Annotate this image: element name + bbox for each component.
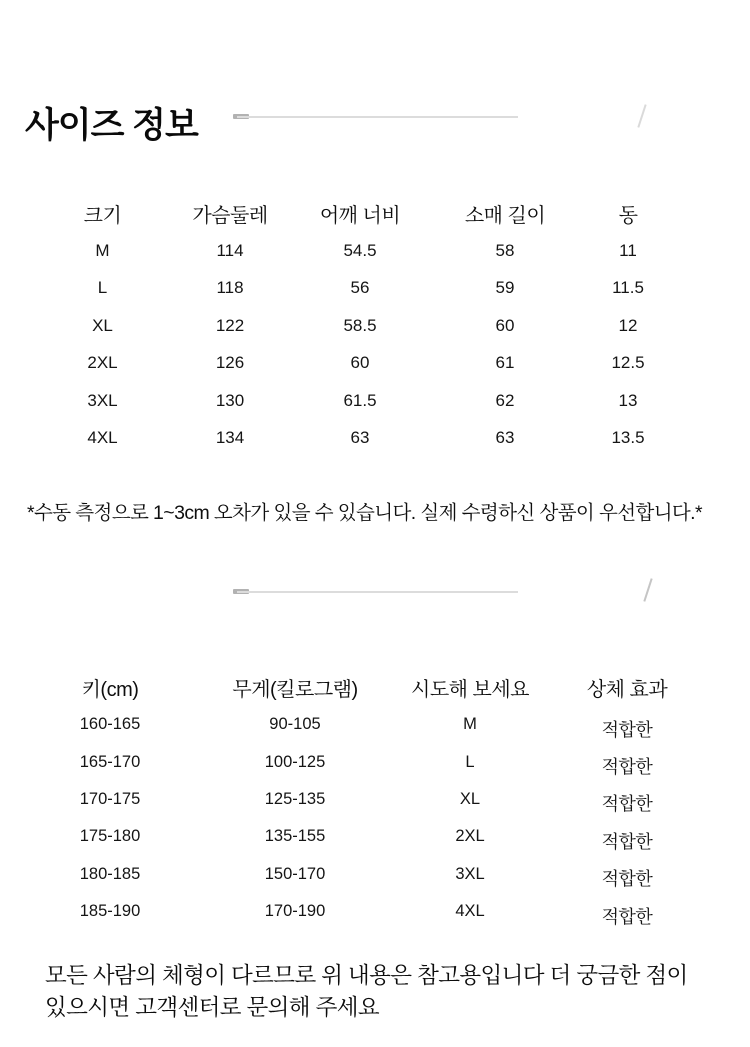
table-row — [40, 893, 724, 930]
cell-height: 185-190 — [79, 902, 141, 921]
effect-label: 적합한 — [601, 869, 653, 890]
measurement-disclaimer: *수동 측정으로 1~3cm 오차가 있을 수 있습니다. 실제 수령하신 상품이 우선합니다.* — [27, 502, 702, 524]
table-row — [40, 382, 671, 420]
table-row — [40, 270, 671, 308]
fit-table — [40, 668, 724, 930]
cell-sleeve: 60 — [495, 315, 515, 335]
cell-height: 170-175 — [79, 789, 141, 808]
fit-table-header-weight: 무게(킬로그램) — [232, 678, 358, 701]
cell-weight: 90-105 — [269, 715, 321, 734]
size-table-header-shoulder: 어깨 너비 — [319, 204, 401, 227]
cell-height: 165-170 — [79, 752, 141, 771]
cell-sleeve: 62 — [495, 390, 515, 410]
cell-dong: 12.5 — [611, 353, 645, 373]
cell-chest: 114 — [216, 240, 244, 260]
cell-effect — [530, 781, 724, 818]
cell-height: 160-165 — [79, 715, 141, 734]
cell-try-size: 4XL — [455, 902, 485, 921]
cell-dong: 12 — [618, 315, 638, 335]
fit-table-header-try: 시도해 보세요 — [411, 678, 529, 701]
cell-try-size: 3XL — [455, 864, 485, 883]
cell-effect — [530, 856, 724, 893]
body-type-disclaimer — [45, 960, 725, 1024]
table-row — [40, 420, 671, 458]
divider-line — [237, 591, 518, 593]
cell-weight: 170-190 — [264, 902, 326, 921]
cell-effect — [530, 706, 724, 743]
table-row — [40, 781, 724, 818]
pen-slash-mark — [637, 104, 646, 127]
effect-label: 적합한 — [601, 831, 653, 852]
cell-shoulder: 54.5 — [343, 240, 377, 260]
cell-dong: 11.5 — [612, 278, 644, 298]
fit-table-header-height: 키(cm) — [81, 678, 139, 701]
cell-shoulder: 56 — [350, 278, 370, 298]
cell-weight: 150-170 — [264, 864, 326, 883]
cell-weight: 135-155 — [264, 827, 326, 846]
cell-shoulder: 63 — [350, 428, 370, 448]
page-title: 사이즈 정보 — [25, 106, 198, 145]
cell-chest: 118 — [216, 278, 244, 298]
effect-label: 적합한 — [601, 794, 653, 815]
cell-shoulder: 61.5 — [343, 390, 377, 410]
cell-effect — [530, 893, 724, 930]
size-table — [40, 194, 671, 457]
size-table-header-chest: 가슴둘레 — [192, 204, 268, 227]
size-table-header-dong: 동 — [618, 204, 638, 227]
cell-sleeve: 61 — [495, 353, 515, 373]
effect-label: 적합한 — [601, 757, 653, 778]
cell-size: 2XL — [87, 353, 118, 373]
cell-try-size: L — [465, 752, 475, 771]
cell-size: 3XL — [87, 390, 118, 410]
disclaimer-line-2: 있으시면 고객센터로 문의해 주세요 — [45, 995, 379, 1020]
pen-slash-mark — [643, 578, 652, 601]
cell-try-size: XL — [459, 789, 481, 808]
divider-line — [237, 116, 518, 118]
cell-chest: 126 — [215, 353, 245, 373]
cell-try-size: 2XL — [455, 827, 485, 846]
cell-effect — [530, 743, 724, 780]
cell-chest: 122 — [215, 315, 245, 335]
fit-table-header-row — [40, 668, 724, 706]
cell-dong: 13 — [618, 390, 638, 410]
table-row — [40, 856, 724, 893]
cell-weight: 100-125 — [264, 752, 326, 771]
cell-shoulder: 60 — [350, 353, 370, 373]
size-table-header-sleeve: 소매 길이 — [464, 204, 546, 227]
size-table-header-size: 크기 — [83, 204, 122, 227]
table-row — [40, 706, 724, 743]
table-row — [40, 345, 671, 383]
cell-sleeve: 63 — [495, 428, 515, 448]
table-row — [40, 307, 671, 345]
size-table-header-row — [40, 194, 671, 232]
cell-try-size: M — [463, 715, 477, 734]
cell-sleeve: 58 — [495, 240, 515, 260]
cell-size: XL — [92, 315, 113, 335]
cell-size: L — [97, 278, 108, 298]
table-row — [40, 232, 671, 270]
cell-effect — [530, 818, 724, 855]
cell-size: M — [95, 240, 110, 260]
cell-chest: 130 — [215, 390, 245, 410]
cell-shoulder: 58.5 — [343, 315, 377, 335]
cell-dong: 11 — [619, 240, 637, 260]
cell-dong: 13.5 — [611, 428, 645, 448]
cell-height: 180-185 — [79, 864, 141, 883]
disclaimer-line-1: 모든 사람의 체형이 다르므로 위 내용은 참고용입니다 더 궁금한 점이 — [45, 963, 688, 988]
cell-chest: 134 — [215, 428, 245, 448]
effect-label: 적합한 — [601, 719, 653, 740]
effect-label: 적합한 — [601, 906, 653, 927]
cell-sleeve: 59 — [495, 278, 515, 298]
table-row — [40, 818, 724, 855]
table-row — [40, 743, 724, 780]
cell-weight: 125-135 — [264, 789, 326, 808]
fit-table-header-effect: 상체 효과 — [586, 678, 668, 701]
cell-height: 175-180 — [79, 827, 141, 846]
cell-size: 4XL — [87, 428, 118, 448]
